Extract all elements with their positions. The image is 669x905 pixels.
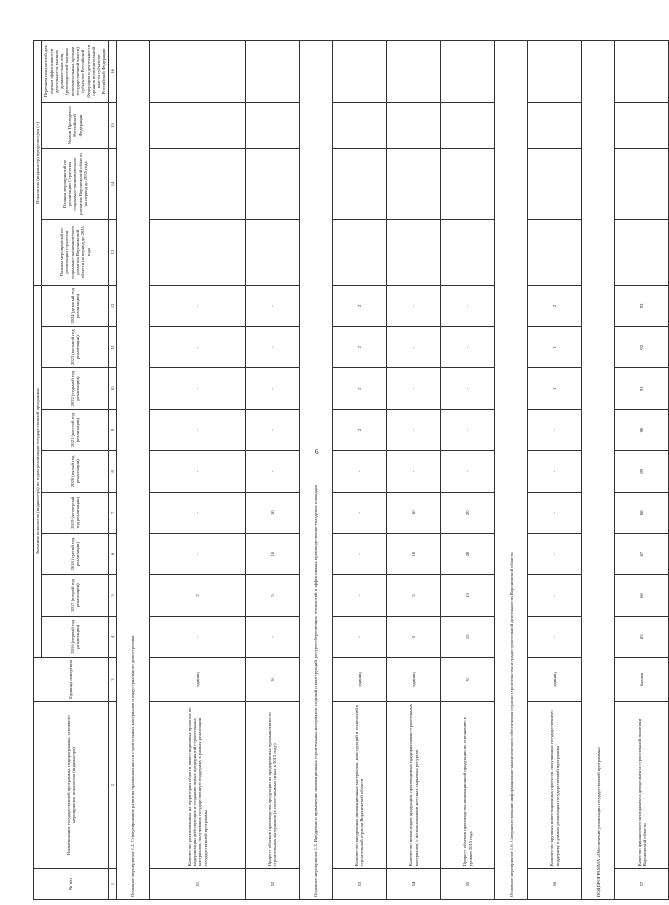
row-value: - — [528, 409, 582, 450]
row-name: Прирост объемов производства инновационной продукции по отношению к уровню 2015 года — [441, 701, 495, 868]
row-value: 2 — [332, 327, 386, 368]
row-value: - — [149, 409, 245, 450]
row-purpose — [615, 102, 669, 149]
row-value: - — [441, 409, 495, 450]
row-unit: единиц — [387, 657, 441, 701]
row-value: 85 — [615, 616, 669, 657]
header-year: 2016 (первый год реализации) — [42, 616, 108, 657]
row-name: Количество новых видов продукции, производимых предприятиями строительных материалов, с использованием местных сырьевых ресурсов — [387, 701, 441, 868]
section-heading: Основное мероприятие 1.2. Стимулирование развития промышленности строительных материалов и индустриального домостроения — [116, 41, 149, 900]
row-value: 5 — [245, 575, 299, 616]
row-unit: единиц — [332, 657, 386, 701]
colnum: 3 — [108, 657, 116, 701]
row-purpose — [441, 149, 495, 219]
row-value: - — [528, 616, 582, 657]
row-purpose — [615, 219, 669, 285]
header-year: 2023 (восьмой год реализации) — [42, 327, 108, 368]
row-value: - — [441, 327, 495, 368]
header-year: 2019 (четвертый год реализации) — [42, 492, 108, 533]
row-purpose — [387, 219, 441, 285]
row-value: - — [387, 285, 441, 326]
table-row — [528, 41, 582, 900]
row-value: 2 — [528, 285, 582, 326]
indicators-table — [33, 40, 669, 900]
row-value: - — [245, 409, 299, 450]
row-unit: % — [245, 657, 299, 701]
row-value: - — [149, 285, 245, 326]
row-purpose — [528, 149, 582, 219]
row-purpose — [441, 41, 495, 103]
table-row — [441, 41, 495, 900]
header-purpose: Планом мероприятий по реализации стратегии социально-экономического развития Воронежской области на период до 2035 года — [42, 219, 108, 285]
table-row — [332, 41, 386, 900]
row-value: 93 — [615, 285, 669, 326]
row-value: - — [149, 368, 245, 409]
colnum: 10 — [108, 368, 116, 409]
row-value: 5 — [387, 616, 441, 657]
row-value: - — [387, 368, 441, 409]
section-heading: Основное мероприятие 1.3. Внедрение и применение инновационных строительных материалов, изделий и конструкций, ресурсосберегающих технологий и эффективных производственно-складских площадок — [299, 41, 332, 900]
row-purpose — [245, 219, 299, 285]
row-purpose — [149, 149, 245, 219]
colnum: 8 — [108, 451, 116, 492]
row-num: 56 — [528, 869, 582, 900]
row-num: 52 — [245, 869, 299, 900]
row-value: - — [528, 451, 582, 492]
row-value: - — [387, 451, 441, 492]
row-value: 90 — [615, 409, 669, 450]
header-num: № п/п — [34, 869, 109, 900]
row-value: - — [245, 327, 299, 368]
row-value: 92 — [615, 327, 669, 368]
row-value: 10 — [387, 492, 441, 533]
colnum: 14 — [108, 149, 116, 219]
row-purpose — [245, 102, 299, 149]
colnum: 2 — [108, 701, 116, 868]
row-name: Прирост объемов производства продукции на предприятиях промышленности строительных материалов (в сопоставимых ценах к 2015 году) — [245, 701, 299, 868]
row-purpose — [528, 102, 582, 149]
row-purpose — [528, 41, 582, 103]
colnum: 4 — [108, 616, 116, 657]
row-value: - — [245, 285, 299, 326]
section-heading: Основное мероприятие 1.6. Совершенствование информационно-аналитического обеспечения отрасли строительства и градостроительной деятельности Воронежской области — [495, 41, 528, 900]
row-value: - — [149, 533, 245, 574]
row-purpose — [441, 102, 495, 149]
row-purpose — [387, 41, 441, 103]
row-purpose — [615, 41, 669, 103]
rotated-document — [33, 40, 647, 900]
header-unit: Единица измерения — [34, 657, 109, 701]
row-unit: % — [441, 657, 495, 701]
row-value: - — [528, 492, 582, 533]
row-value: - — [332, 575, 386, 616]
colnum: 16 — [108, 41, 116, 103]
header-year: 2024 (девятый год реализации) — [42, 285, 108, 326]
header-purpose: Указом Президента Российской Федерации — [42, 102, 108, 149]
row-value: 20 — [441, 492, 495, 533]
row-value: - — [387, 409, 441, 450]
row-purpose — [387, 149, 441, 219]
row-value: 86 — [615, 575, 669, 616]
row-value: - — [149, 327, 245, 368]
row-value: 87 — [615, 533, 669, 574]
row-purpose — [149, 219, 245, 285]
row-purpose — [149, 102, 245, 149]
row-name: Количество крупных инвестиционных проектов, получивших государственную поддержку в рамках реализации государственной программы — [528, 701, 582, 868]
row-purpose — [528, 219, 582, 285]
row-value: - — [441, 451, 495, 492]
page-number: 6 — [315, 448, 319, 456]
colnum: 6 — [108, 533, 116, 574]
row-purpose — [332, 149, 386, 219]
row-num: 53 — [332, 869, 386, 900]
table-row — [615, 41, 669, 900]
row-value: - — [245, 368, 299, 409]
row-value: 1 — [528, 368, 582, 409]
row-value: 1 — [528, 327, 582, 368]
row-purpose — [245, 149, 299, 219]
row-purpose — [149, 41, 245, 103]
row-value: - — [528, 575, 582, 616]
row-num: 55 — [441, 869, 495, 900]
header-purpose-group: Показатель (индикатор) предусмотрен (+) — [34, 41, 42, 286]
row-purpose — [332, 219, 386, 285]
row-purpose — [332, 102, 386, 149]
row-value: 10 — [245, 533, 299, 574]
header-year: 2022 (седьмой год реализации) — [42, 368, 108, 409]
row-purpose — [441, 219, 495, 285]
row-purpose — [387, 102, 441, 149]
row-value: - — [332, 492, 386, 533]
row-name: Количество реализованных на территории области инвестиционных проектов по модернизации действующих и созданию новых предприятий строительных материалов, получивших государственную поддержку в рамках реализации государственной программы — [149, 701, 245, 868]
header-year: 2017 (второй год реализации) — [42, 575, 108, 616]
header-purpose: Планом мероприятий по реализации Стратегии социально-экономического развития Воронежской области на период до 2035 года — [42, 149, 108, 219]
colnum: 15 — [108, 102, 116, 149]
row-value: 2 — [149, 575, 245, 616]
colnum: 7 — [108, 492, 116, 533]
row-value: 5 — [387, 575, 441, 616]
row-value: - — [441, 285, 495, 326]
table-row — [245, 41, 299, 900]
header-name: Наименование государственной программы, подпрограммы, основного мероприятия, показателя (индикатора) — [34, 701, 109, 868]
colnum: 1 — [108, 869, 116, 900]
row-value: - — [332, 533, 386, 574]
row-value: 88 — [615, 492, 669, 533]
row-num: 57 — [615, 869, 669, 900]
row-value: - — [332, 451, 386, 492]
row-value: - — [528, 533, 582, 574]
row-value: 20 — [441, 533, 495, 574]
row-value: - — [149, 451, 245, 492]
colnum: 11 — [108, 327, 116, 368]
header-year: 2018 (третий год реализации) — [42, 533, 108, 574]
row-purpose — [615, 149, 669, 219]
row-value: 2 — [332, 368, 386, 409]
row-unit: баллов — [615, 657, 669, 701]
row-value: - — [441, 368, 495, 409]
colnum: 13 — [108, 219, 116, 285]
row-value: 2 — [332, 409, 386, 450]
row-value: 15 — [441, 575, 495, 616]
header-year: 2020 (пятый год реализации) — [42, 451, 108, 492]
row-purpose — [245, 41, 299, 103]
table-row — [149, 41, 245, 900]
row-value: 91 — [615, 368, 669, 409]
header-year: 2021 (шестой год реализации) — [42, 409, 108, 450]
row-purpose — [332, 41, 386, 103]
row-value: - — [245, 616, 299, 657]
row-value: - — [149, 492, 245, 533]
row-unit: единиц — [149, 657, 245, 701]
row-value: - — [332, 616, 386, 657]
header-values-group: Значения показателя (индикатора) по годам реализации государственной программы — [34, 285, 42, 657]
colnum: 5 — [108, 575, 116, 616]
row-value: 2 — [332, 285, 386, 326]
row-num: 54 — [387, 869, 441, 900]
row-name: Количество внедренных инновационных материалов, конструкций и технологий в строительной отрасли Воронежской области — [332, 701, 386, 868]
subprogram-heading: ПОДПРОГРАММА «Обеспечение реализации государственной программы» — [582, 41, 615, 900]
row-value: - — [245, 451, 299, 492]
row-value: - — [387, 327, 441, 368]
row-value: 89 — [615, 451, 669, 492]
row-value: 15 — [441, 616, 495, 657]
header-purpose: Перечнем показателей для оценки эффективности деятельности высших должностных лиц (руководителей высших исполнительных органов государственной власти) субъектов Российской Федерации и деятельности органов исполнительной власти субъектов Российской Федерации — [42, 41, 108, 103]
colnum: 9 — [108, 409, 116, 450]
colnum: 12 — [108, 285, 116, 326]
row-value: - — [149, 616, 245, 657]
row-value: 10 — [387, 533, 441, 574]
table-row — [387, 41, 441, 900]
row-num: 51 — [149, 869, 245, 900]
row-name: Качество финансового менеджмента департамента строительной политики Воронежской области — [615, 701, 669, 868]
row-value: 10 — [245, 492, 299, 533]
row-unit: единиц — [528, 657, 582, 701]
